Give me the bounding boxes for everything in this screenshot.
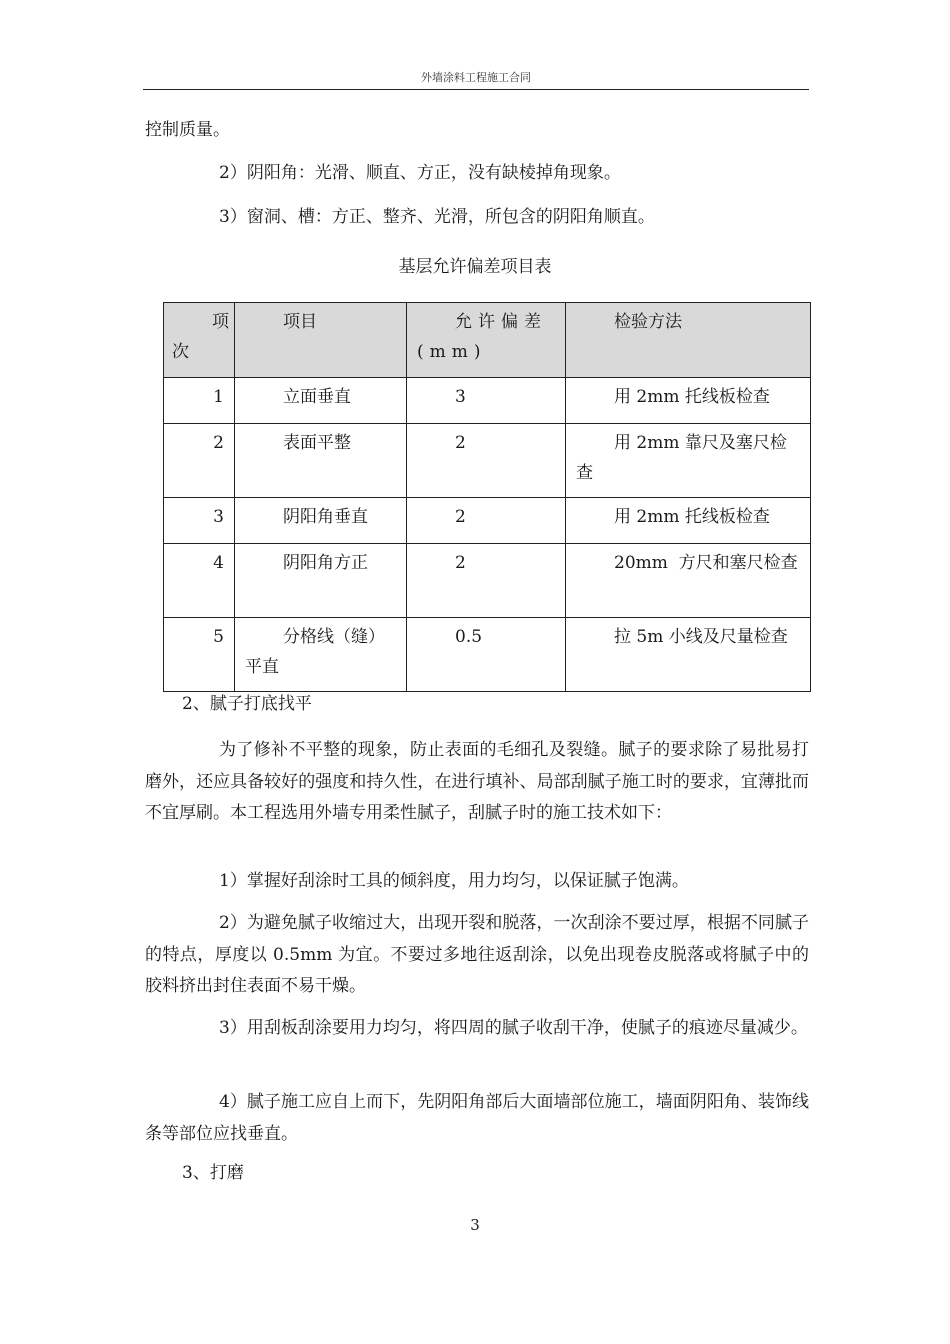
header-cell-deviation: 允许偏差(mm)	[407, 303, 566, 378]
cell-method: 用 2mm 托线板检查	[566, 378, 811, 424]
cell-no: 2	[164, 424, 235, 498]
cell-item: 分格线（缝）平直	[235, 618, 407, 692]
paragraph: 1）掌握好刮涂时工具的倾斜度，用力均匀，以保证腻子饱满。	[219, 871, 689, 891]
table-title: 基层允许偏差项目表	[398, 257, 552, 277]
cell-deviation: 0.5	[407, 618, 566, 692]
text-line: 2）阴阳角：光滑、顺直、方正，没有缺棱掉角现象。	[219, 163, 621, 183]
header-cell-item: 项目	[235, 303, 407, 378]
cell-deviation: 3	[407, 378, 566, 424]
header-title: 外墙涂料工程施工合同	[421, 71, 531, 84]
table-row	[164, 498, 811, 544]
paragraph: 3）用刮板刮涂要用力均匀，将四周的腻子收刮干净，使腻子的痕迹尽量减少。	[219, 1018, 808, 1038]
cell-no: 5	[164, 618, 235, 692]
cell-no: 3	[164, 498, 235, 544]
deviation-table	[163, 302, 811, 692]
table-header-row	[164, 303, 811, 378]
header-cell-method: 检验方法	[566, 303, 811, 378]
paragraph: 2）为避免腻子收缩过大，出现开裂和脱落，一次刮涂不要过厚，根据不同腻子的特点，厚度以 0.5mm 为宜。不要过多地往返刮涂，以免出现卷皮脱落或将腻子中的胶料挤出封住表面不易干燥。	[145, 913, 809, 996]
table-row	[164, 378, 811, 424]
text-line: 控制质量。	[145, 120, 230, 140]
table-row	[164, 424, 811, 498]
cell-no: 4	[164, 544, 235, 618]
cell-method: 拉 5m 小线及尺量检查	[566, 618, 811, 692]
cell-deviation: 2	[407, 544, 566, 618]
text-line: 3）窗洞、槽：方正、整齐、光滑，所包含的阴阳角顺直。	[219, 207, 655, 227]
section-heading: 2、腻子打底找平	[182, 694, 312, 714]
cell-item: 阴阳角方正	[235, 544, 407, 618]
cell-item: 立面垂直	[235, 378, 407, 424]
cell-method: 用 2mm 靠尺及塞尺检查	[566, 424, 811, 498]
section-heading: 3、打磨	[182, 1163, 244, 1183]
cell-item: 阴阳角垂直	[235, 498, 407, 544]
paragraph: 为了修补不平整的现象，防止表面的毛细孔及裂缝。腻子的要求除了易批易打磨外，还应具备较好的强度和持久性，在进行填补、局部刮腻子施工时的要求，宜薄批而不宜厚刷。本工程选用外墙专用柔性腻子，刮腻子时的施工技术如下：	[145, 740, 809, 823]
cell-no: 1	[164, 378, 235, 424]
cell-method: 20mm 方尺和塞尺检查	[566, 544, 811, 618]
cell-deviation: 2	[407, 424, 566, 498]
cell-method: 用 2mm 托线板检查	[566, 498, 811, 544]
table-row	[164, 618, 811, 692]
page-header	[143, 68, 809, 90]
cell-item: 表面平整	[235, 424, 407, 498]
page-number: 3	[470, 1216, 480, 1234]
paragraph: 4）腻子施工应自上而下，先阴阳角部后大面墙部位施工，墙面阴阳角、装饰线条等部位应找垂直。	[145, 1092, 809, 1144]
table-row	[164, 544, 811, 618]
header-cell-no: 项次	[164, 303, 235, 378]
cell-deviation: 2	[407, 498, 566, 544]
